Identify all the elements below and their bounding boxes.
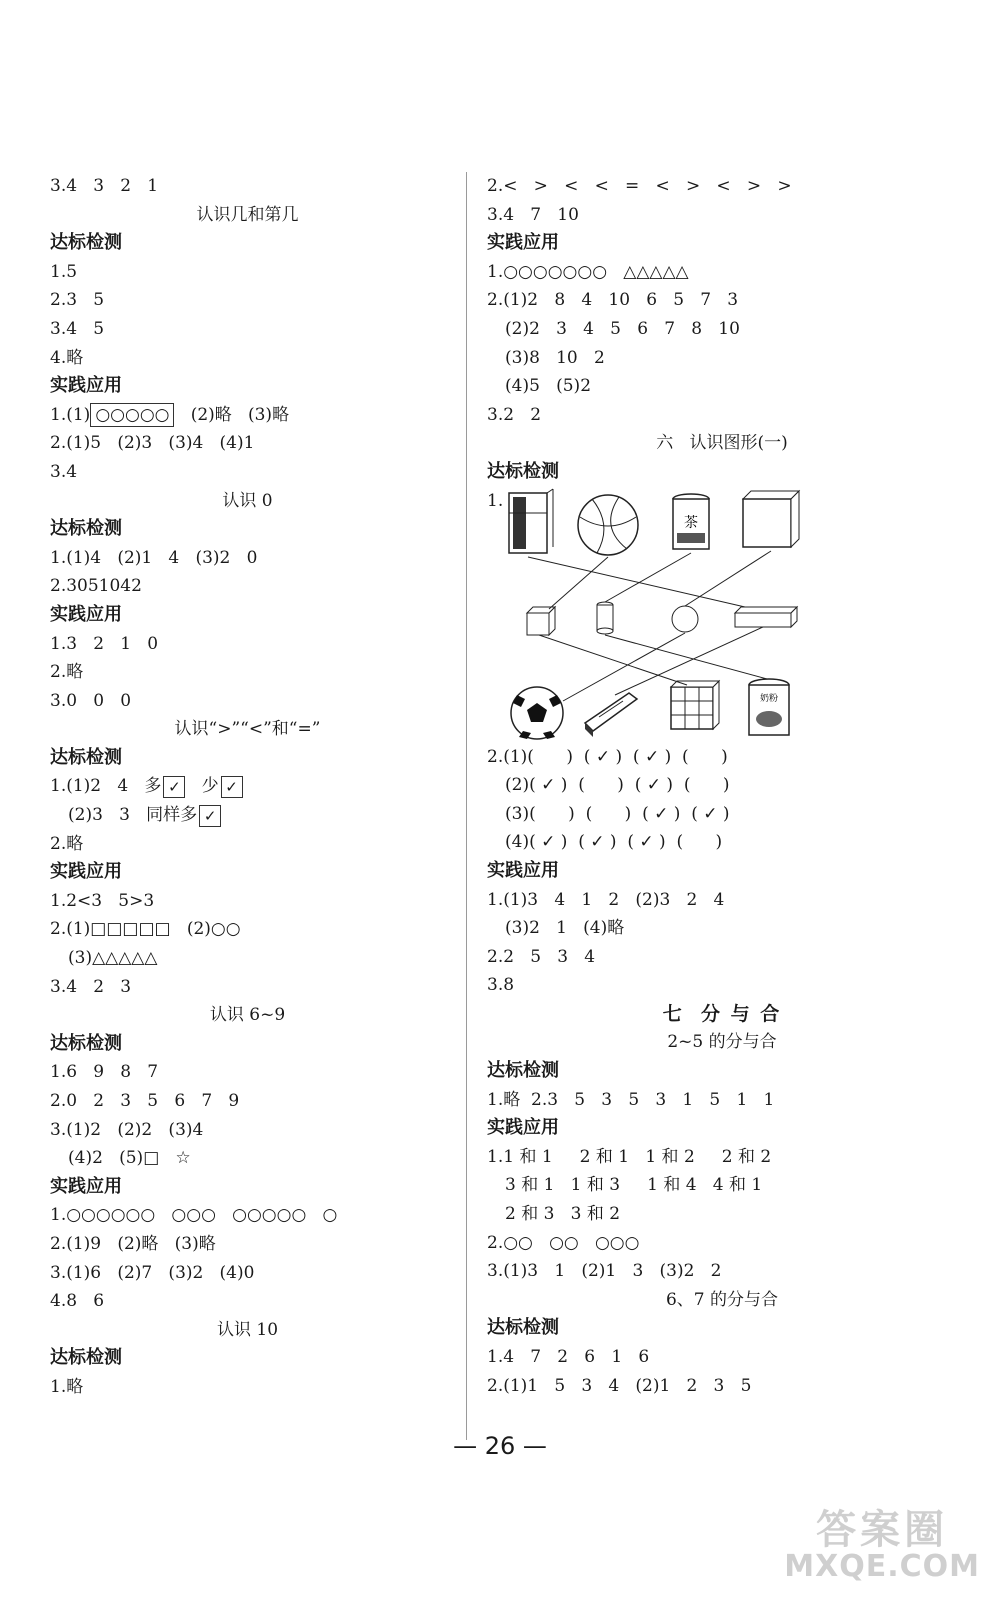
chapter-title: 七 分 与 合 [662, 1002, 782, 1025]
answer-line: 1.略 [50, 1376, 84, 1397]
shape-matching-figure [487, 487, 957, 743]
answer-line: 2.2 5 3 4 [487, 946, 596, 967]
answer-line: 1.1 和 1 2 和 1 1 和 2 2 和 2 [487, 1146, 772, 1167]
answer-line: 2.○○ ○○ ○○○ [487, 1232, 640, 1253]
section-title: 认识 0 [222, 490, 273, 511]
subsection-heading: 达标检测 [487, 1060, 559, 1082]
answer-line: 3.(1)6 (2)7 (3)2 (4)0 [50, 1262, 255, 1283]
sphere-icon [672, 606, 698, 632]
section-title: 认识 10 [216, 1319, 279, 1340]
answer-line: 1.2<3 5>3 [50, 890, 155, 911]
checkbox-checked: ✓ [221, 776, 243, 798]
answer-line: 4.8 6 [50, 1291, 105, 1312]
cube-icon [527, 607, 555, 635]
answer-line: (4)( ✓ ) ( ✓ ) ( ✓ ) ( ) [505, 832, 723, 853]
subsection-heading: 达标检测 [50, 232, 122, 254]
boxed-circles: ○○○○○ [90, 403, 174, 427]
subsection-heading: 达标检测 [50, 1347, 122, 1369]
box-icon [743, 491, 799, 547]
answer-line: 3.8 [487, 975, 515, 996]
answer-line: 1.4 7 2 6 1 6 [487, 1347, 650, 1367]
subsection-heading: 实践应用 [487, 232, 559, 254]
answer-line: (4)2 (5)□ ☆ [68, 1148, 191, 1169]
matching-diagram [487, 487, 817, 743]
right-column [487, 172, 957, 1400]
subsection-heading: 实践应用 [50, 861, 122, 883]
right-top-block [487, 172, 957, 487]
answer-line: 3.4 [50, 461, 78, 482]
subsection-heading: 达标检测 [487, 1317, 559, 1339]
watermark-logo [784, 1506, 980, 1584]
tea-label: 茶 [684, 514, 698, 531]
right-bottom-block [487, 743, 957, 1401]
section-title: 认识几和第几 [196, 204, 299, 225]
section-title: 2~5 的分与合 [667, 1032, 777, 1053]
subsection-heading: 达标检测 [50, 1032, 122, 1054]
answer-line: 2.(1)9 (2)略 (3)略 [50, 1233, 216, 1254]
answer-line [50, 401, 445, 430]
answer-line: 3.(1)3 1 (2)1 3 (3)2 2 [487, 1261, 722, 1282]
answer-line: 1.略 2.3 5 3 5 3 1 5 1 1 [487, 1089, 775, 1110]
cuboid-icon [735, 607, 797, 627]
answer-line: 2.3 5 [50, 290, 105, 311]
answer-line: 3.0 0 0 [50, 690, 132, 711]
answer-line: (2)( ✓ ) ( ) ( ✓ ) ( ) [505, 775, 730, 796]
answer-line: 3.(1)2 (2)2 (3)4 [50, 1119, 204, 1140]
subsection-heading: 实践应用 [487, 859, 559, 881]
answer-text: 1.(1)2 4 多 [50, 776, 162, 797]
section-title: 6、7 的分与合 [665, 1289, 779, 1310]
subsection-heading: 实践应用 [50, 1175, 122, 1197]
checkbox-checked: ✓ [163, 776, 185, 798]
subsection-heading: 达标检测 [50, 518, 122, 540]
answer-line: 2.0 2 3 5 6 7 9 [50, 1091, 240, 1111]
answer-line: 2 和 3 3 和 2 [505, 1204, 621, 1225]
answer-text: (2)3 3 同样多 [68, 805, 198, 826]
answer-text: 少 [185, 776, 219, 797]
subsection-heading: 达标检测 [50, 746, 122, 768]
page-number: — 26 — [453, 1432, 547, 1460]
answer-line: 2.(1)1 5 3 4 (2)1 2 3 5 [487, 1375, 752, 1396]
subsection-heading: 实践应用 [487, 1117, 559, 1139]
basketball-icon [578, 495, 638, 555]
answer-line [50, 772, 445, 801]
answer-line: 3.4 5 [50, 318, 105, 339]
answer-line: 2.略 [50, 833, 84, 854]
figure-label: 1. [487, 490, 504, 511]
answer-line: (3)( ) ( ) ( ✓ ) ( ✓ ) [505, 803, 730, 824]
answer-line: 3 和 1 1 和 3 1 和 4 4 和 1 [505, 1175, 763, 1196]
answer-line: 1.○○○○○○○ △△△△△ [487, 261, 689, 282]
answer-line [50, 801, 445, 830]
answer-text: 1.(1) [50, 404, 91, 425]
answer-line: 2.(1)□□□□□ (2)○○ [50, 919, 241, 940]
answer-line: 2.3051042 [50, 576, 142, 597]
tea-can-icon [673, 494, 709, 549]
subsection-heading: 达标检测 [487, 460, 559, 482]
toothpaste-box-icon [585, 693, 637, 737]
answer-line: 1.5 [50, 261, 78, 282]
answer-line: (3)2 1 (4)略 [505, 918, 625, 939]
fridge-icon [509, 489, 553, 553]
answer-line: 2.(1)5 (2)3 (3)4 (4)1 [50, 433, 255, 454]
milk-label: 奶粉 [759, 693, 779, 704]
section-title: 认识“>”“<”和“=” [174, 719, 321, 740]
answer-line: 1.3 2 1 0 [50, 633, 159, 654]
watermark-line1: 答案圈 [816, 1506, 949, 1553]
answer-line: 2.略 [50, 662, 84, 683]
column-divider [466, 172, 467, 1440]
cylinder-icon [597, 602, 613, 634]
answer-line: 2.(1)( ) ( ✓ ) ( ✓ ) ( ) [487, 746, 728, 767]
section-title: 认识 6~9 [209, 1005, 286, 1026]
answer-line: 1.6 9 8 7 [50, 1062, 159, 1083]
answer-line: 2.< > < < = < > < > > [487, 176, 792, 196]
answer-line: 1.(1)4 (2)1 4 (3)2 0 [50, 547, 258, 568]
answer-line: (3)△△△△△ [68, 948, 158, 969]
soccer-ball-icon [511, 687, 563, 739]
left-column [50, 172, 445, 1402]
checkbox-checked: ✓ [199, 805, 221, 827]
answer-line: (3)8 10 2 [505, 347, 605, 368]
answer-line: 3.4 3 2 1 [50, 176, 159, 196]
subsection-heading: 实践应用 [50, 603, 122, 625]
rubiks-cube-icon [671, 681, 719, 729]
answer-line: 1.○○○○○○ ○○○ ○○○○○ ○ [50, 1205, 338, 1226]
answer-line: 3.4 7 10 [487, 204, 579, 225]
answer-line: 4.略 [50, 347, 84, 368]
subsection-heading: 实践应用 [50, 375, 122, 397]
answer-line: 2.(1)2 8 4 10 6 5 7 3 [487, 290, 739, 311]
answer-line: 3.2 2 [487, 404, 542, 425]
answer-text: (2)略 (3)略 [174, 404, 290, 425]
answer-line: (2)2 3 4 5 6 7 8 10 [505, 318, 740, 339]
answer-line: (4)5 (5)2 [505, 376, 592, 397]
milk-powder-can-icon [749, 679, 789, 735]
section-title: 六 认识图形(一) [656, 433, 788, 454]
answer-line: 3.4 2 3 [50, 976, 132, 997]
answer-line: 1.(1)3 4 1 2 (2)3 2 4 [487, 889, 725, 910]
watermark-line2: MXQE.COM [784, 1548, 980, 1584]
